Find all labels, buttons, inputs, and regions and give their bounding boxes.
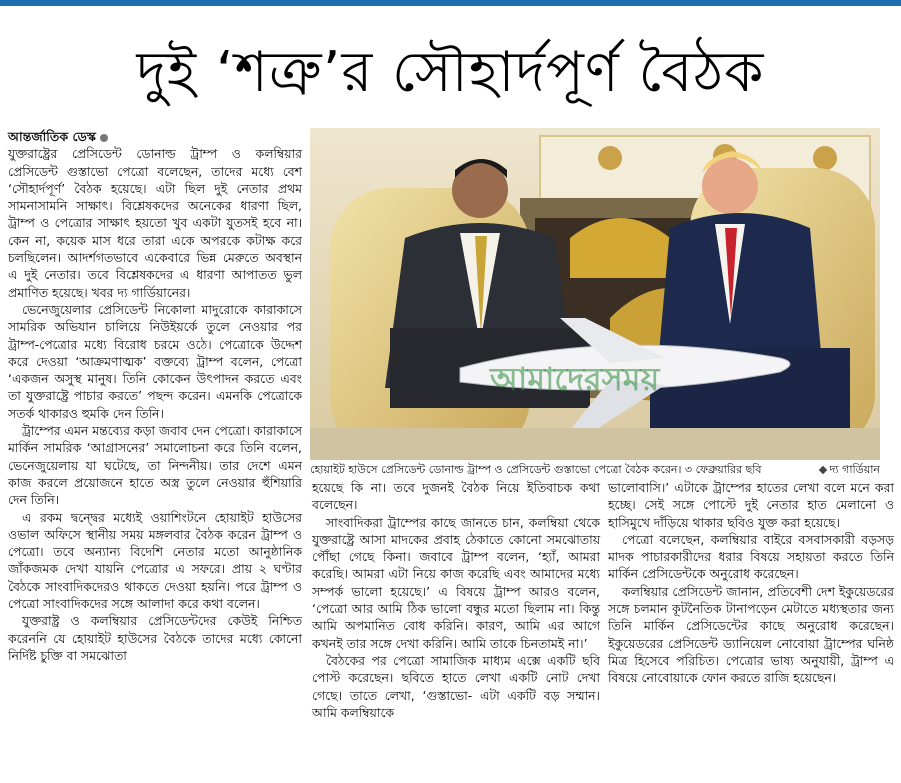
paragraph: কলম্বিয়ার প্রেসিডেন্ট জানান, প্রতিবেশী দেশ ইকুয়েডরের সঙ্গে চলমান কূটনৈতিক টানাপড়েন মেটাতে মধ্যস্থতার জন্য তিনি মার্কিন প্রেসিডেন্টের কাছে অনুরোধ করেছেন। ইকুয়েডরের প্রেসিডেন্ট ড্যানিয়েল নোবোয়া ট্রাম্পের ঘনিষ্ঠ মিত্র হিসেবে পরিচিত। পেত্রোর ভাষ্য অনুযায়ী, ট্রাম্প এ বিষয়ে নোবোয়াকে ফোন করতে রাজি হয়েছেন। [608, 583, 894, 686]
article-column-2 [312, 479, 600, 721]
watermark-text: আমাদেরসময় [490, 360, 660, 398]
paragraph: বৈঠকের পর পেত্রো সামাজিক মাধ্যম এক্সে একটি ছবি পোস্ট করেছেন। ছবিতে হাতে লেখা একটি নোট দেখা গেছে। তাতে লেখা, ‘গুস্তাভো- এটা একটি বড় সম্মান। আমি কলম্বিয়াকে [312, 652, 600, 720]
headline: দুই ‘শত্রু’র সৌহার্দপূর্ণ বৈঠক [136, 40, 765, 105]
article-column-1 [8, 128, 302, 664]
paragraph: যুক্তরাষ্ট্রের প্রেসিডেন্ট ডোনাল্ড ট্রাম্প ও কলম্বিয়ার প্রেসিডেন্ট গুস্তাভো পেত্রো বলেছেন, তাদের মধ্যে বেশ ‘সৌহার্দপূর্ণ’ বৈঠক হয়েছে। এটা ছিল দুই নেতার প্রথম সামনাসামনি সাক্ষাৎ। বিশ্লেষকদের অনেকের ধারণা ছিল, ট্রাম্প ও পেত্রোর সাক্ষাৎ হয়তো খুব একটা যুতসই হবে না। কেন না, কয়েক মাস ধরে তারা একে অপরকে কটাক্ষ করে চলছিলেন। আদর্শগতভাবে একেবারে ভিন্ন মেরুতে অবস্থান এ দুই নেতার। তবে বিশ্লেষকদের এ ধারণা আপাতত ভুল প্রমাণিত হয়েছে। খবর দ্য গার্ডিয়ানের। [8, 146, 302, 300]
paragraph: ভেনেজুয়েলার প্রেসিডেন্ট নিকোলা মাদুরোকে কারাকাসে সামরিক অভিযান চালিয়ে নিউইয়র্কে তুলে নেওয়ার পর ট্রাম্প-পেত্রোর মধ্যে বিরোধ চরমে ওঠে। পেত্রোকে উদ্দেশ করে দেওয়া ‘আক্রমণাত্মক’ বক্তব্যে ট্রাম্প বলেন, পেত্রো ‘একজন অসুস্থ মানুষ। তিনি কোকেন উৎপাদন করতে এবং তা যুক্তরাষ্ট্রে পাচার করতে’ পছন্দ করেন। এমনকি পেত্রোকে সতর্ক থাকারও হুমকি দেন তিনি। [8, 301, 302, 421]
credit-bullet-icon [818, 466, 826, 474]
paragraph: এ রকম দ্বন্দ্বের মধ্যেই ওয়াশিংটনে হোয়াইট হাউসের ওভাল অফিসে স্থানীয় সময় মঙ্গলবার বৈঠক করেন ট্রাম্প ও পেত্রো। তবে অন্যান্য বিদেশি নেতার মতো আনুষ্ঠানিক জাঁকজমক দেখা যায়নি পেত্রোর এ সফরে। প্রায় ২ ঘণ্টার বৈঠকে সাংবাদিকদেরও থাকতে দেওয়া হয়নি। পরে ট্রাম্প ও পেত্রো সাংবাদিকদের সঙ্গে আলাদা করে কথা বলেন। [8, 509, 302, 612]
desk-label: আন্তর্জাতিক ডেস্ক [8, 128, 302, 145]
photo-caption: হোয়াইট হাউসে প্রেসিডেন্ট ডোনাল্ড ট্রাম্প ও প্রেসিডেন্ট গুস্তাভো পেত্রো বৈঠক করেন। ৩ ফেব্রুয়ারির ছবি দ্য গার্ডিয়ান [310, 463, 880, 476]
paragraph: ট্রাম্পের এমন মন্তব্যের কড়া জবাব দেন পেত্রো। কারাকাসে মার্কিন সামরিক ‘আগ্রাসনের’ সমালোচনা করে তিনি বলেন, ভেনেজুয়েলায় যা ঘটেছে, তা নিন্দনীয়। তার দেশে এমন কাজ করলে প্রয়োজনে হাতে অস্ত্র তুলে নেওয়ার হুঁশিয়ারি দেন তিনি। [8, 423, 302, 508]
paragraph: পেত্রো বলেছেন, কলম্বিয়ার বাইরে বসবাসকারী বড়সড় মাদক পাচারকারীদের ধরার বিষয়ে সহায়তা করতে তিনি মার্কিন প্রেসিডেন্টকে অনুরোধ করেছেন। [608, 531, 894, 582]
news-photo [310, 128, 880, 460]
article-column-3 [608, 479, 894, 687]
paragraph: যুক্তরাষ্ট্র ও কলম্বিয়ার প্রেসিডেন্টদের কেউই নিশ্চিত করেননি যে হোয়াইট হাউসের বৈঠকে তাদের মধ্যে কোনো নির্দিষ্ট চুক্তি বা সমঝোতা [8, 613, 302, 663]
photo-credit: দ্য গার্ডিয়ান [820, 462, 880, 478]
paragraph: সাংবাদিকরা ট্রাম্পের কাছে জানতে চান, কলম্বিয়া থেকে যুক্তরাষ্ট্রে আসা মাদকের প্রবাহ ঠেকাতে কোনো সমঝোতায় পৌঁছা গেছে কিনা। জবাবে ট্রাম্প বলেন, ‘হ্যাঁ, আমরা করেছি। আমরা এটা নিয়ে কাজ করেছি এবং আমাদের মধ্যে সম্পর্ক ভালো হয়েছে।’ এ বিষয়ে ট্রাম্প আরও বলেন, ‘পেত্রো আর আমি ঠিক ভালো বন্ধুর মতো ছিলাম না। কিন্তু আমি অপমানিত বোধ করিনি। কারণ, আমি এর আগে কখনই তার সঙ্গে দেখা করিনি। আমি তাকে চিনতামই না।’ [312, 514, 600, 651]
desk-dot-icon [100, 134, 108, 142]
photo-illustration [310, 128, 880, 460]
paragraph: হয়েছে কি না। তবে দুজনই বৈঠক নিয়ে ইতিবাচক কথা বলেছেন। [312, 480, 600, 513]
top-accent-bar [0, 0, 901, 6]
paragraph: ভালোবাসি।’ এটাকে ট্রাম্পের হাতের লেখা বলে মনে করা হচ্ছে। সেই সঙ্গে পোস্টে দুই নেতার হাত মেলানো ও হাসিমুখে দাঁড়িয়ে থাকার ছবিও যুক্ত করা হয়েছে। [608, 480, 894, 530]
